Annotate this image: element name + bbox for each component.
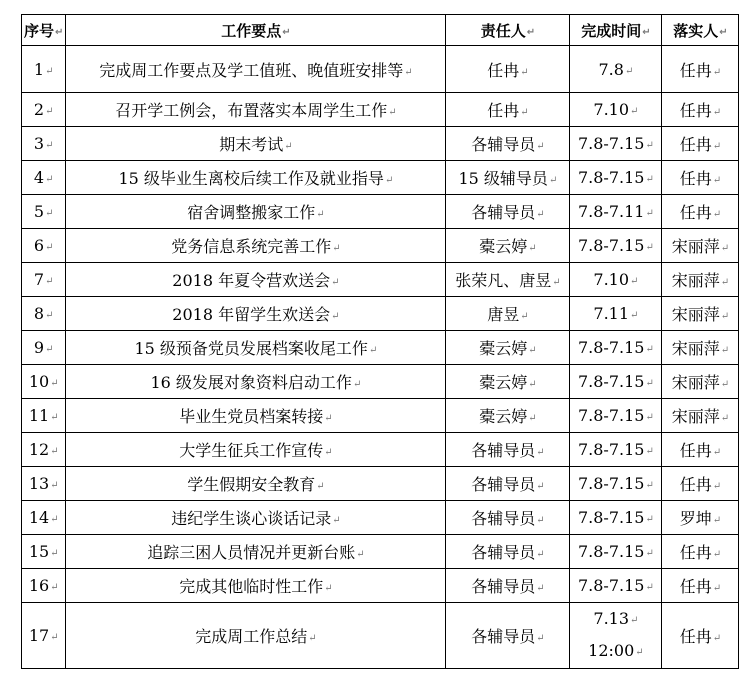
cell-doer: 宋丽萍↵	[662, 229, 739, 263]
cell-owner: 各辅导员↵	[446, 603, 570, 669]
cell-time: 7.8-7.15↵	[570, 331, 662, 365]
cell-no: 15↵	[22, 535, 66, 569]
cell-doer: 任冉↵	[662, 127, 739, 161]
cell-task: 违纪学生谈心谈话记录↵	[66, 501, 446, 535]
table-row	[22, 535, 739, 569]
cell-doer: 任冉↵	[662, 603, 739, 669]
cell-no: 8↵	[22, 297, 66, 331]
cell-task: 追踪三困人员情况并更新台账↵	[66, 535, 446, 569]
header-owner: 责任人↵	[446, 15, 570, 46]
cell-task: 宿舍调整搬家工作↵	[66, 195, 446, 229]
cell-owner: 唐昱↵	[446, 297, 570, 331]
cell-owner: 15 级辅导员↵	[446, 161, 570, 195]
cell-owner: 各辅导员↵	[446, 195, 570, 229]
cell-no: 6↵	[22, 229, 66, 263]
cell-time: 7.8-7.11↵	[570, 195, 662, 229]
cell-task: 大学生征兵工作宣传↵	[66, 433, 446, 467]
cell-task: 学生假期安全教育↵	[66, 467, 446, 501]
cell-owner: 橐云婷↵	[446, 399, 570, 433]
cell-doer: 宋丽萍↵	[662, 399, 739, 433]
table-row	[22, 365, 739, 399]
cell-no: 9↵	[22, 331, 66, 365]
table-body	[22, 46, 739, 669]
cell-time	[570, 603, 662, 669]
cell-no: 17↵	[22, 603, 66, 669]
cell-time: 7.8-7.15↵	[570, 161, 662, 195]
cell-doer: 宋丽萍↵	[662, 331, 739, 365]
cell-doer: 任冉↵	[662, 433, 739, 467]
table-row	[22, 161, 739, 195]
cell-time: 7.8-7.15↵	[570, 127, 662, 161]
table-header-row	[22, 15, 739, 46]
table-row	[22, 331, 739, 365]
cell-owner: 任冉↵	[446, 46, 570, 93]
cell-no: 4↵	[22, 161, 66, 195]
cell-owner: 各辅导员↵	[446, 433, 570, 467]
header-no: 序号↵	[22, 15, 66, 46]
cell-doer: 任冉↵	[662, 467, 739, 501]
cell-time: 7.8-7.15↵	[570, 433, 662, 467]
cell-doer: 任冉↵	[662, 161, 739, 195]
cell-time-line2: 12:00↵	[588, 640, 644, 660]
cell-doer: 宋丽萍↵	[662, 297, 739, 331]
table-row	[22, 467, 739, 501]
cell-no: 5↵	[22, 195, 66, 229]
cell-time: 7.8-7.15↵	[570, 535, 662, 569]
cell-no: 16↵	[22, 569, 66, 603]
cell-doer: 宋丽萍↵	[662, 263, 739, 297]
table-row	[22, 399, 739, 433]
cell-task: 完成周工作总结↵	[66, 603, 446, 669]
cell-no: 7↵	[22, 263, 66, 297]
header-doer: 落实人↵	[662, 15, 739, 46]
cell-task: 毕业生党员档案转接↵	[66, 399, 446, 433]
cell-owner: 橐云婷↵	[446, 365, 570, 399]
cell-task: 召开学工例会，布置落实本周学生工作↵	[66, 93, 446, 127]
cell-owner: 橐云婷↵	[446, 229, 570, 263]
cell-doer: 任冉↵	[662, 46, 739, 93]
table-row	[22, 46, 739, 93]
cell-doer: 任冉↵	[662, 569, 739, 603]
header-time: 完成时间↵	[570, 15, 662, 46]
cell-doer: 任冉↵	[662, 195, 739, 229]
cell-owner: 各辅导员↵	[446, 467, 570, 501]
cell-doer: 任冉↵	[662, 93, 739, 127]
cell-time: 7.8-7.15↵	[570, 501, 662, 535]
cell-task: 2018 年夏令营欢送会↵	[66, 263, 446, 297]
cell-task: 15 级预备党员发展档案收尾工作↵	[66, 331, 446, 365]
cell-no: 10↵	[22, 365, 66, 399]
cell-owner: 各辅导员↵	[446, 127, 570, 161]
cell-time: 7.8-7.15↵	[570, 365, 662, 399]
table-row	[22, 263, 739, 297]
cell-task: 期末考试↵	[66, 127, 446, 161]
cell-owner: 橐云婷↵	[446, 331, 570, 365]
cell-no: 1↵	[22, 46, 66, 93]
table-row	[22, 195, 739, 229]
cell-owner: 张荣凡、唐昱↵	[446, 263, 570, 297]
cell-task: 完成周工作要点及学工值班、晚值班安排等↵	[66, 46, 446, 93]
cell-task: 党务信息系统完善工作↵	[66, 229, 446, 263]
cell-task: 2018 年留学生欢送会↵	[66, 297, 446, 331]
cell-task: 16 级发展对象资料启动工作↵	[66, 365, 446, 399]
table-row	[22, 127, 739, 161]
cell-task: 15 级毕业生离校后续工作及就业指导↵	[66, 161, 446, 195]
cell-task: 完成其他临时性工作↵	[66, 569, 446, 603]
table-row	[22, 297, 739, 331]
cell-time: 7.10↵	[570, 93, 662, 127]
cell-owner: 各辅导员↵	[446, 501, 570, 535]
cell-no: 12↵	[22, 433, 66, 467]
cell-doer: 罗坤↵	[662, 501, 739, 535]
cell-owner: 任冉↵	[446, 93, 570, 127]
cell-no: 3↵	[22, 127, 66, 161]
cell-time: 7.8-7.15↵	[570, 467, 662, 501]
cell-no: 13↵	[22, 467, 66, 501]
cell-time: 7.10↵	[570, 263, 662, 297]
cell-time-line1: 7.13↵	[593, 608, 639, 628]
cell-time: 7.8-7.15↵	[570, 569, 662, 603]
cell-time: 7.8-7.15↵	[570, 399, 662, 433]
cell-no: 11↵	[22, 399, 66, 433]
cell-no: 14↵	[22, 501, 66, 535]
table-row	[22, 569, 739, 603]
header-task: 工作要点↵	[66, 15, 446, 46]
table-row	[22, 229, 739, 263]
work-plan-table	[21, 14, 739, 669]
cell-time: 7.8↵	[570, 46, 662, 93]
cell-doer: 宋丽萍↵	[662, 365, 739, 399]
cell-owner: 各辅导员↵	[446, 535, 570, 569]
cell-no: 2↵	[22, 93, 66, 127]
table-row	[22, 433, 739, 467]
table-row	[22, 93, 739, 127]
cell-time: 7.11↵	[570, 297, 662, 331]
cell-doer: 任冉↵	[662, 535, 739, 569]
cell-time: 7.8-7.15↵	[570, 229, 662, 263]
table-row	[22, 501, 739, 535]
cell-owner: 各辅导员↵	[446, 569, 570, 603]
table-row	[22, 603, 739, 669]
